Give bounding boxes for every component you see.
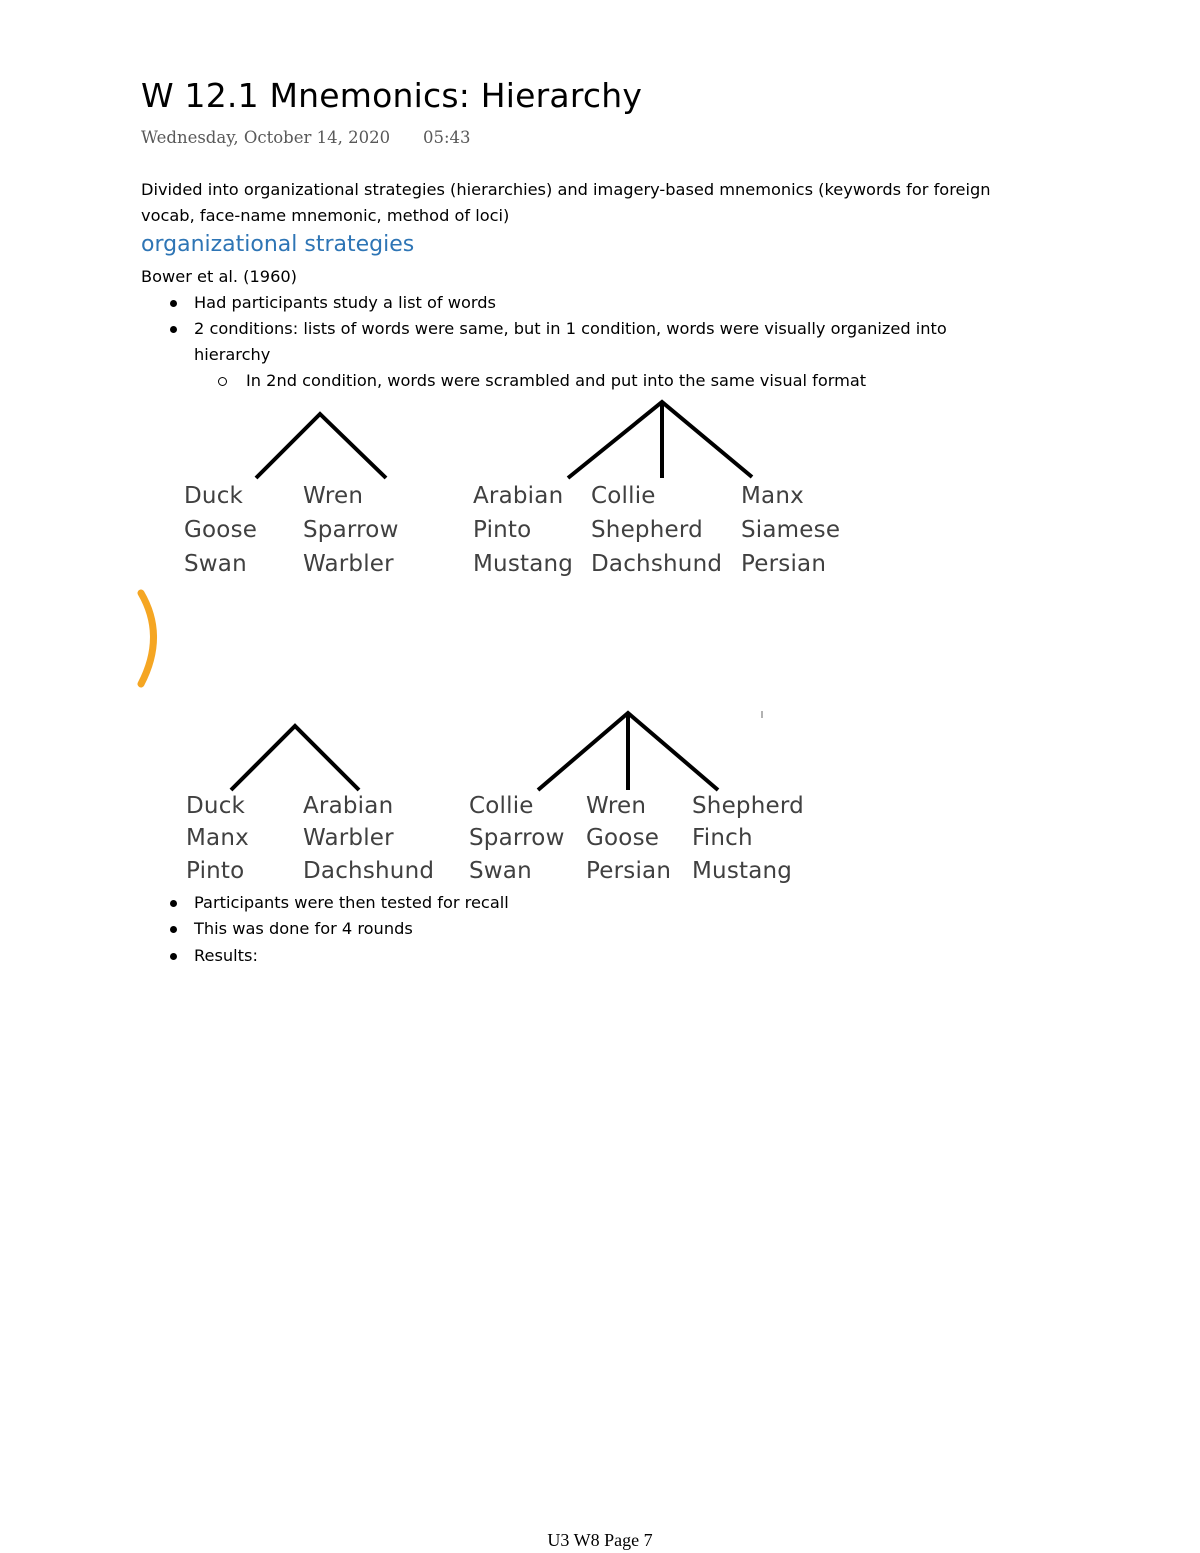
word-cell: Manx (741, 483, 804, 509)
bullet-item: Participants were then tested for recall (194, 893, 509, 912)
word-cell: Shepherd (591, 517, 703, 543)
word-cell: Pinto (473, 517, 532, 543)
word-cell: Duck (184, 483, 244, 509)
word-cell: Sparrow (303, 517, 399, 543)
word-cell: Dachshund (591, 551, 723, 577)
bullet-dot (170, 900, 177, 907)
bullet-dot (170, 953, 177, 960)
word-cell: Warbler (303, 551, 394, 577)
word-cell: Dachshund (303, 858, 435, 884)
note-time: 05:43 (423, 128, 471, 147)
word-cell: Finch (692, 825, 753, 851)
word-cell: Goose (586, 825, 660, 851)
bullet-dot (170, 926, 177, 933)
citation: Bower et al. (1960) (141, 267, 297, 286)
section-heading: organizational strategies (141, 232, 415, 257)
word-cell: Mustang (473, 551, 574, 577)
bullet-item: Results: (194, 946, 258, 965)
word-cell: Siamese (741, 517, 841, 543)
word-cell: Collie (469, 793, 534, 819)
word-cell: Wren (303, 483, 364, 509)
word-cell: Shepherd (692, 793, 804, 819)
word-cell: Collie (591, 483, 656, 509)
word-cell: Goose (184, 517, 258, 543)
word-cell: Mustang (692, 858, 793, 884)
word-cell: Swan (184, 551, 247, 577)
word-cell: Wren (586, 793, 647, 819)
word-cell: Duck (186, 793, 246, 819)
ink-mark (141, 593, 154, 684)
word-cell: Persian (741, 551, 827, 577)
word-cell: Arabian (303, 793, 394, 819)
intro-line-2: vocab, face-name mnemonic, method of loci) (141, 206, 510, 225)
tree-branch-birds (256, 414, 386, 478)
bullet-item: This was done for 4 rounds (194, 919, 413, 938)
word-cell: Persian (586, 858, 672, 884)
page-title: W 12.1 Mnemonics: Hierarchy (141, 76, 643, 115)
word-cell: Pinto (186, 858, 245, 884)
intro-line-1: Divided into organizational strategies (hierarchies) and imagery-based mnemonics (keywords for foreign (141, 180, 991, 199)
note-date: Wednesday, October 14, 2020 (141, 128, 391, 147)
page-footer: U3 W8 Page 7 (547, 1530, 653, 1550)
bullet-item: 2 conditions: lists of words were same, but in 1 condition, words were visually organized into (194, 319, 947, 338)
word-cell: Warbler (303, 825, 394, 851)
bullet-item-continuation: hierarchy (194, 345, 271, 364)
tree-branch-left (231, 726, 359, 790)
word-cell: Swan (469, 858, 532, 884)
word-cell: Arabian (473, 483, 564, 509)
bullet-item: Had participants study a list of words (194, 293, 496, 312)
word-cell: Manx (186, 825, 249, 851)
sub-bullet-item: In 2nd condition, words were scrambled and put into the same visual format (246, 371, 867, 390)
word-cell: Sparrow (469, 825, 565, 851)
